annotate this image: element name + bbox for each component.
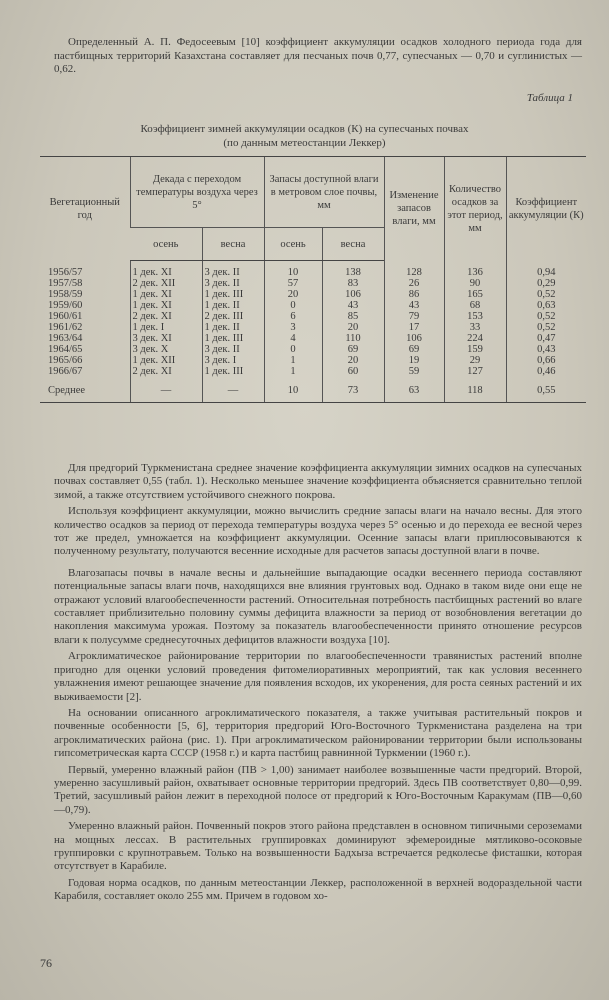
cell-precip: 136 <box>444 261 506 279</box>
table-row <box>40 261 586 279</box>
paragraph: Влагозапасы почвы в начале весны и дальнейшие выпадающие осадки весеннего периода составляют потенциальные запасы влаги почв, находящихся вне влияния грунтовых вод. Однако в таком виде они еще не отражают условий влагообеспеченности растений. Относительная потребность пастбищных растений во влаге составляет приблизительно половину суммы дефицита влажности за период от возобновления вегетации до накопления максимума урожая. Поэтому за показатель влагообеспеченности принято отношение ресурсов влаги к полусумме среднесуточных дефицитов влажности воздуха [10]. <box>54 566 582 646</box>
cell-spring: 1 дек. III <box>202 366 264 377</box>
table-row <box>40 311 586 322</box>
cell-coef: 0,94 <box>506 261 586 279</box>
cell-coef: 0,43 <box>506 344 586 355</box>
cell-autumn: 2 дек. XI <box>130 366 202 377</box>
cell-autumn: 2 дек. XI <box>130 311 202 322</box>
cell-year: 1957/58 <box>48 278 83 289</box>
cell-autumn: 3 дек. X <box>130 344 202 355</box>
cell-year: 1966/67 <box>48 366 83 377</box>
cell-coef: 0,66 <box>506 355 586 366</box>
table-title-block <box>0 122 609 150</box>
header-decade: Декада с переходом температуры воздуха через 5° <box>130 157 264 228</box>
cell-spring: 1 дек. III <box>202 289 264 300</box>
cell-change: 19 <box>384 355 444 366</box>
cell-spring: 3 дек. II <box>202 261 264 279</box>
accumulation-table <box>40 156 586 403</box>
cell-spring: 1 дек. II <box>202 322 264 333</box>
cell-precip: 90 <box>444 278 506 289</box>
table-number: Таблица 1 <box>526 92 573 104</box>
table-row <box>40 333 586 344</box>
cell-precip: 153 <box>444 311 506 322</box>
cell-stock-spring: 73 <box>322 377 384 403</box>
table-row <box>40 366 586 377</box>
cell-stock-autumn: 10 <box>264 377 322 403</box>
cell-stock-autumn: 20 <box>264 289 322 300</box>
cell-stock-autumn: 10 <box>264 261 322 279</box>
cell-coef: 0,55 <box>506 377 586 403</box>
header-spring: весна <box>202 228 264 261</box>
cell-autumn: — <box>130 377 202 403</box>
cell-spring: 2 дек. III <box>202 311 264 322</box>
cell-change: 86 <box>384 289 444 300</box>
cell-year: 1963/64 <box>48 333 83 344</box>
cell-stock-spring: 69 <box>322 344 384 355</box>
cell-year: 1965/66 <box>48 355 83 366</box>
table-average-row <box>40 377 586 403</box>
cell-change: 26 <box>384 278 444 289</box>
cell-year: 1958/59 <box>48 289 83 300</box>
paragraph: Используя коэффициент аккумуляции, можно вычислить средние запасы влаги на начало весны. Для этого количество осадков за период от перехода температуры воздуха через 5° осенью и до перехода ее весной через тот же предел, умножается на коэффициент аккумуляции. Осенние запасы влаги приплюсовываются к полученному результату, получаются весенние исходные для расчетов запасы доступной влаги в почве. <box>54 505 582 558</box>
cell-stock-autumn: 1 <box>264 366 322 377</box>
cell-stock-spring: 110 <box>322 333 384 344</box>
cell-stock-spring: 83 <box>322 278 384 289</box>
cell-coef: 0,63 <box>506 300 586 311</box>
header-stock: Запасы доступной влаги в метровом слое почвы, мм <box>264 157 384 228</box>
cell-average-label: Среднее <box>40 377 130 403</box>
paragraph: Умеренно влажный район. Почвенный покров этого района представлен в основном типичными сероземами на мощных лессах. В растительных группировках доминируют эфемероидные мятликово-осоковые группировки с крупнотравьем. Только на возвышенности Бадхыза встречается редколесье фисташки, которая отсутствует в Карабиле. <box>54 820 582 873</box>
cell-spring: 3 дек. II <box>202 344 264 355</box>
header-precip: Количество осадков за этот период, мм <box>444 157 506 261</box>
cell-change: 59 <box>384 366 444 377</box>
cell-stock-autumn: 4 <box>264 333 322 344</box>
intro-paragraph: Определенный А. П. Федосеевым [10] коэффициент аккумуляции осадков холодного периода года для пастбищных территорий Казахстана составляет для песчаных почв 0,77, супесчаных — 0,70 и суглинистых — 0,62. <box>54 36 582 75</box>
cell-stock-spring: 138 <box>322 261 384 279</box>
header-year: Вегетационный год <box>40 157 130 261</box>
cell-year: 1964/65 <box>48 344 83 355</box>
cell-stock-autumn: 6 <box>264 311 322 322</box>
cell-precip: 224 <box>444 333 506 344</box>
body-text <box>54 462 582 907</box>
cell-coef: 0,52 <box>506 311 586 322</box>
cell-precip: 33 <box>444 322 506 333</box>
header-stock-spring: весна <box>322 228 384 261</box>
cell-stock-autumn: 0 <box>264 300 322 311</box>
table-row <box>40 355 586 366</box>
cell-change: 79 <box>384 311 444 322</box>
cell-stock-spring: 85 <box>322 311 384 322</box>
cell-coef: 0,52 <box>506 289 586 300</box>
cell-precip: 159 <box>444 344 506 355</box>
cell-change: 43 <box>384 300 444 311</box>
cell-coef: 0,29 <box>506 278 586 289</box>
table-subtitle: (по данным метеостанции Леккер) <box>223 137 386 149</box>
cell-autumn: 2 дек. XII <box>130 278 202 289</box>
paragraph: На основании описанного агроклиматического показателя, а также учитывая растительный покров и почвенные особенности [5, 6], территория предгорий Юго-Восточного Туркменистана разделена на три агроклиматических района (рис. 1). При агроклиматическом районировании территории были использованы гипсометрическая карта СССР (1958 г.) и карта пастбищ равнинной Туркмении (1960 г.). <box>54 706 582 760</box>
table-title: Коэффициент зимней аккумуляции осадков (К) на супесчаных почвах <box>140 123 469 135</box>
header-change: Изменение запасов влаги, мм <box>384 157 444 261</box>
cell-spring: 3 дек. II <box>202 278 264 289</box>
table-row <box>40 289 586 300</box>
cell-autumn: 3 дек. XI <box>130 333 202 344</box>
cell-spring: 1 дек. II <box>202 300 264 311</box>
cell-year: 1960/61 <box>48 311 83 322</box>
cell-stock-spring: 20 <box>322 355 384 366</box>
cell-stock-spring: 106 <box>322 289 384 300</box>
table-row <box>40 278 586 289</box>
cell-change: 69 <box>384 344 444 355</box>
page-number: 76 <box>40 956 52 970</box>
cell-year: 1956/57 <box>48 266 83 278</box>
paragraph: Первый, умеренно влажный район (ПВ > 1,00) занимает наиболее возвышенные части предгорий. Второй, умеренно засушливый район, охватывает основные территории предгорий. Здесь ПВ соответствует 0,80—0,99. Третий, засушливый район лежит в переходной полосе от предгорий к Юго-Восточным Каракумам (ПВ—0,60—0,79). <box>54 763 582 816</box>
cell-stock-autumn: 1 <box>264 355 322 366</box>
cell-year: 1961/62 <box>48 322 83 333</box>
cell-change: 128 <box>384 261 444 279</box>
cell-autumn: 1 дек. I <box>130 322 202 333</box>
table-row <box>40 322 586 333</box>
cell-spring: 1 дек. III <box>202 333 264 344</box>
cell-spring: — <box>202 377 264 403</box>
cell-autumn: 1 дек. XII <box>130 355 202 366</box>
cell-change: 63 <box>384 377 444 403</box>
cell-precip: 118 <box>444 377 506 403</box>
cell-autumn: 1 дек. XI <box>130 289 202 300</box>
paragraph: Годовая норма осадков, по данным метеостанции Леккер, расположенной в верхней водораздельной части Карабиля, составляет около 255 мм. Причем в годовом хо- <box>54 876 582 903</box>
cell-stock-autumn: 0 <box>264 344 322 355</box>
cell-precip: 29 <box>444 355 506 366</box>
cell-stock-autumn: 57 <box>264 278 322 289</box>
cell-autumn: 1 дек. XI <box>130 300 202 311</box>
cell-precip: 127 <box>444 366 506 377</box>
cell-stock-spring: 20 <box>322 322 384 333</box>
paragraph: Для предгорий Туркменистана среднее значение коэффициента аккумуляции зимних осадков на супесчаных почвах составляет 0,55 (табл. 1). Несколько меньшее значение коэффициента объясняется сравнительно теплой зимой, а также отсутствием устойчивого снежного покрова. <box>54 462 582 501</box>
cell-coef: 0,46 <box>506 366 586 377</box>
cell-stock-autumn: 3 <box>264 322 322 333</box>
cell-stock-spring: 60 <box>322 366 384 377</box>
table-row <box>40 344 586 355</box>
cell-coef: 0,47 <box>506 333 586 344</box>
cell-precip: 165 <box>444 289 506 300</box>
cell-year: 1959/60 <box>48 300 83 311</box>
cell-coef: 0,52 <box>506 322 586 333</box>
cell-precip: 68 <box>444 300 506 311</box>
cell-spring: 3 дек. I <box>202 355 264 366</box>
header-stock-autumn: осень <box>264 228 322 261</box>
cell-stock-spring: 43 <box>322 300 384 311</box>
header-coef: Коэффициент аккумуляции (К) <box>506 157 586 261</box>
cell-change: 17 <box>384 322 444 333</box>
cell-autumn: 1 дек. XI <box>130 261 202 279</box>
cell-change: 106 <box>384 333 444 344</box>
table-row <box>40 300 586 311</box>
paragraph: Агроклиматическое районирование территории по влагообеспеченности травянистых растений вполне пригодно для оценки условий проведения фитомелиоративных мероприятий, так как условия весеннего увлажнения имеют решающее значение для появления всходов, их укоренения, для роста сеяных растений и их выживаемости [2]. <box>54 650 582 703</box>
header-autumn: осень <box>130 228 202 261</box>
